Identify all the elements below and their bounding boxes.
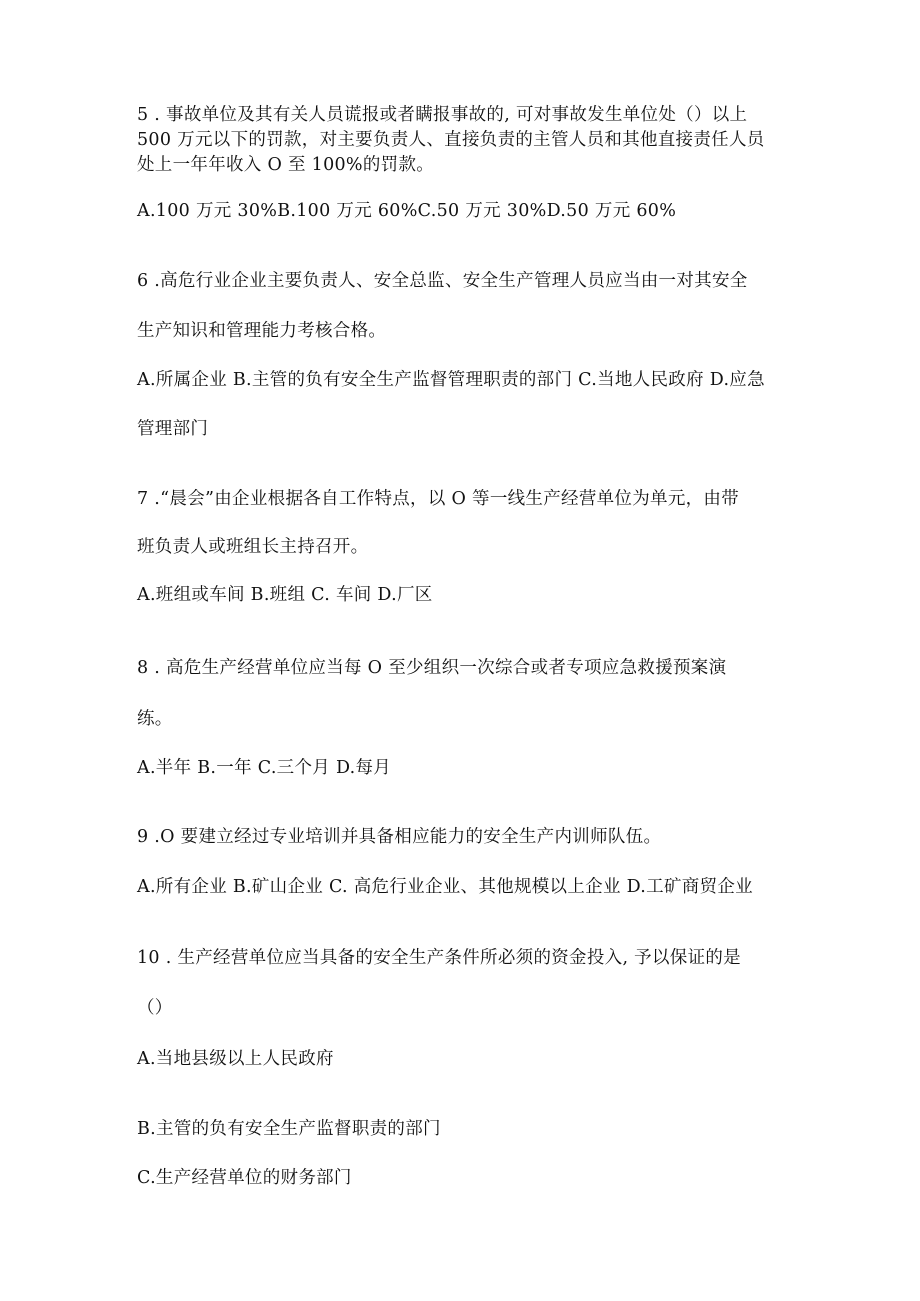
- question-7-options: A.班组或车间 B.班组 C. 车间 D.厂区: [137, 585, 433, 605]
- question-7-line-1: 7 .“晨会”由企业根据各自工作特点，以 O 等一线生产经营单位为单元，由带: [137, 489, 740, 509]
- question-5-line-1: 5 . 事故单位及其有关人员谎报或者瞒报事故的, 可对事故发生单位处（）以上: [137, 105, 748, 125]
- question-8-line-1: 8 . 高危生产经营单位应当每 O 至少组织一次综合或者专项应急救援预案演: [137, 658, 727, 678]
- question-9-line-1: 9 .O 要建立经过专业培训并具备相应能力的安全生产内训师队伍。: [137, 827, 662, 847]
- question-8-line-2: 练。: [137, 709, 173, 729]
- question-7-line-2: 班负责人或班组长主持召开。: [137, 537, 369, 557]
- question-5-options: A.100 万元 30%B.100 万元 60%C.50 万元 30%D.50 万元 60%: [137, 201, 677, 221]
- question-6-line-1: 6 .高危行业企业主要负责人、安全总监、安全生产管理人员应当由一对其安全: [137, 271, 748, 291]
- question-10-option-c: C.生产经营单位的财务部门: [137, 1168, 352, 1188]
- question-6-options-line-1: A.所属企业 B.主管的负有安全生产监督管理职责的部门 C.当地人民政府 D.应急: [137, 370, 765, 390]
- question-6-options-line-2: 管理部门: [137, 419, 209, 439]
- question-10-option-a: A.当地县级以上人民政府: [137, 1049, 334, 1069]
- question-5-line-2: 500 万元以下的罚款，对主要负责人、直接负责的主管人员和其他直接责任人员: [137, 130, 765, 150]
- question-10-option-b: B.主管的负有安全生产监督职责的部门: [137, 1119, 441, 1139]
- question-8-options: A.半年 B.一年 C.三个月 D.每月: [137, 758, 392, 778]
- question-6-line-2: 生产知识和管理能力考核合格。: [137, 321, 387, 341]
- question-9-options: A.所有企业 B.矿山企业 C. 高危行业企业、其他规模以上企业 D.工矿商贸企业: [137, 877, 753, 897]
- question-10-line-2: （）: [137, 998, 173, 1018]
- question-5-line-3: 处上一年年收入 O 至 100%的罚款。: [137, 155, 435, 175]
- question-10-line-1: 10 . 生产经营单位应当具备的安全生产条件所必须的资金投入, 予以保证的是: [137, 948, 741, 968]
